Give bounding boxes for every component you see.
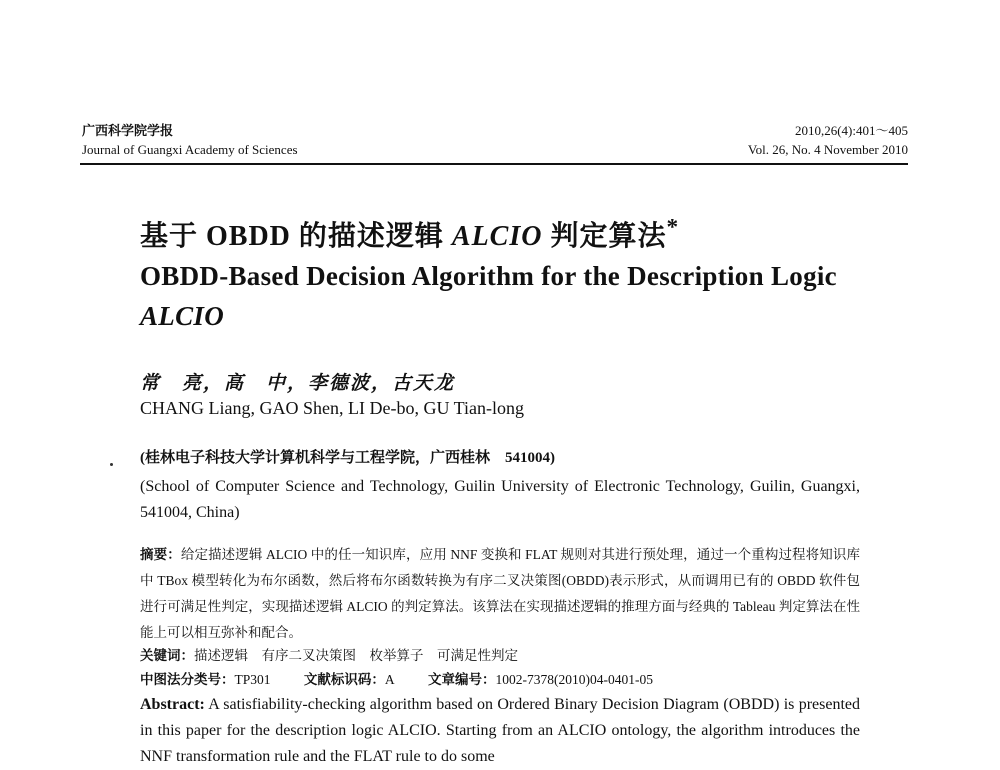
abstract-cn-text: 给定描述逻辑 ALCIO 中的任一知识库，应用 NNF 变换和 FLAT 规则对其进行预处理，通过一个重构过程将知识库中 TBox 模型转化为布尔函数，然后将布尔函数转换为有序二叉决策图(OBDD)表示形式，从而调用已有的 OBDD 软件包进行可满足性判定，实现描述逻辑 ALCIO 的判定算法。该算法在实现描述逻辑的推理方面与经典的 Tableau 判定算法在性能上可以相互弥补和配合。: [140, 547, 861, 640]
title-en: [140, 256, 870, 336]
authors-en: CHANG Liang, GAO Shen, LI De-bo, GU Tian-long: [140, 398, 524, 418]
title-cn-logic: ALCIO: [451, 221, 543, 252]
clc-value: TP301: [234, 672, 271, 687]
authors-cn: 常 亮，高 中，李德波，古天龙: [140, 373, 456, 394]
doc-code-label: 文献标识码：: [303, 672, 385, 687]
abstract-cn-label: 摘要：: [140, 547, 181, 562]
doc-code-value: A: [384, 672, 395, 687]
issue-info: Vol. 26, No. 4 November 2010: [747, 142, 908, 157]
affiliation-en: (School of Computer Science and Technology, Guilin University of Electronic Technology, Guilin, Guangxi, 541004, China): [140, 478, 860, 521]
margin-dot: [110, 463, 113, 466]
keywords: [140, 646, 518, 666]
doc-code-group: [304, 672, 395, 687]
citation: 2010,26(4):401～405: [794, 123, 908, 138]
title-footnote-mark: *: [666, 214, 680, 241]
article-no-value: 1002-7378(2010)04-0401-05: [495, 672, 653, 687]
journal-header-left: [82, 121, 298, 159]
keywords-text: 描述逻辑 有序二叉决策图 枚举算子 可满足性判定: [194, 648, 518, 663]
clc-group: [140, 672, 271, 687]
title-en-main: OBDD-Based Decision Algorithm for the Description Logic: [140, 261, 837, 291]
classification-line: [140, 670, 683, 690]
article-no-group: [428, 672, 653, 687]
affiliation-cn: (桂林电子科技大学计算机科学与工程学院，广西桂林 541004): [140, 450, 555, 466]
title-cn-prefix: 基于 OBDD 的描述逻辑: [140, 221, 452, 252]
abstract-en-label: Abstract:: [140, 696, 205, 713]
keywords-label: 关键词：: [140, 648, 194, 663]
title-cn: [140, 214, 679, 254]
title-en-logic: ALCIO: [140, 301, 225, 331]
journal-name-cn: 广西科学院学报: [82, 123, 174, 138]
journal-name-en: Journal of Guangxi Academy of Sciences: [82, 142, 298, 157]
title-cn-suffix: 判定算法: [542, 221, 667, 252]
article-no-label: 文章编号：: [428, 672, 496, 687]
abstract-en-text: A satisfiability-checking algorithm based on Ordered Binary Decision Diagram (OBDD) is presented in this paper for the description logic ALCIO. Starting from an ALCIO ontology, the algorithm introduces the NNF transformation rule and the FLAT rule to do some: [140, 696, 860, 765]
journal-header-right: [748, 121, 908, 159]
header-rule: [80, 163, 908, 165]
abstract-en: [140, 692, 860, 770]
abstract-cn: [140, 542, 860, 646]
clc-label: 中图法分类号：: [140, 672, 235, 687]
